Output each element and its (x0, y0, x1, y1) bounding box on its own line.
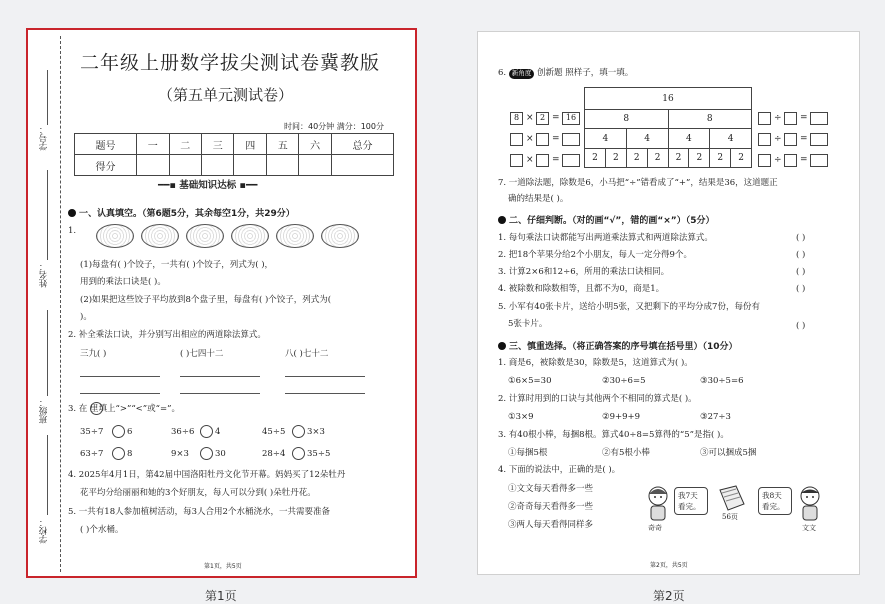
compare-left: 9×3 (171, 449, 189, 459)
bar-cell: 2 (710, 149, 731, 168)
compare-left: 35÷7 (80, 427, 104, 437)
book-icon (716, 484, 748, 512)
side-class-line (47, 310, 48, 396)
bar-row-16 (585, 88, 752, 110)
operator: = (552, 134, 560, 144)
answer-box (562, 154, 580, 167)
score-table (74, 133, 394, 176)
compare-right: 3×3 (307, 427, 325, 437)
q4-text-line2: 花平均分给丽丽和她的3个好朋友，每人可以分到( )朵牡丹花。 (80, 488, 316, 498)
section-banner (158, 180, 257, 191)
page-subtitle: （第五单元测试卷） (158, 86, 294, 104)
operator: = (552, 113, 560, 123)
bar-cell: 4 (585, 129, 627, 149)
choice-question: 3. 有40根小棒，每捆8根。算式40÷8=5算得的“5”是指( )。 (498, 430, 729, 440)
answer-box: 16 (562, 112, 580, 125)
bar-cell: 4 (710, 129, 752, 149)
choice-option: ②9+9+9 (602, 412, 641, 422)
choice-option: ②有5根小棒 (602, 448, 650, 458)
q4-text: 4. 2025年4月1日，第42届中国洛阳牡丹文化节开幕。妈妈买了12朵牡丹 (68, 470, 346, 480)
boy-reading-icon (794, 484, 826, 524)
choice-option: ①每捆5根 (508, 448, 548, 458)
dumpling-plate-icon (321, 224, 359, 248)
speech-bubble-left: 我7天看完。 (674, 487, 708, 515)
dumpling-plate-icon (96, 224, 134, 248)
compare-circle-icon (200, 425, 213, 438)
answer-line (180, 393, 260, 394)
q2-item: 三九( ) (80, 349, 107, 359)
score-cell (299, 155, 331, 176)
bar-cell: 4 (626, 129, 668, 149)
new-angle-tag: 新角度 (509, 69, 535, 79)
side-school-line (47, 435, 48, 515)
compare-right: 8 (127, 449, 133, 459)
bar-cell: 2 (689, 149, 710, 168)
bullet-icon (68, 209, 76, 217)
choice-option: ②奇奇每天看得多一些 (508, 502, 594, 512)
answer-line (80, 376, 160, 377)
compare-circle-icon (112, 425, 125, 438)
page-footer: 第2页，共5页 (650, 562, 688, 569)
banner-text: 基础知识达标 (179, 180, 237, 191)
bar-row-4 (585, 129, 752, 149)
bar-cell: 4 (668, 129, 710, 149)
answer-box (536, 154, 549, 167)
section-2-heading (498, 213, 714, 226)
operator: × (526, 113, 534, 123)
q1-part1: (1)每盘有( )个饺子，一共有( )个饺子，列式为( )， (80, 260, 274, 270)
q2-item: 八( )七十二 (285, 349, 329, 359)
section-1-heading-text: 一、认真填空。（第6题5分，其余每空1分，共29分） (79, 209, 295, 219)
score-cell: 题号 (75, 134, 137, 155)
bar-row-2 (585, 149, 752, 168)
section-3-heading-text: 三、慎重选择。（将正确答案的序号填在括号里）（10分） (509, 342, 738, 352)
answer-line (80, 393, 160, 394)
q1-part2: (2)如果把这些饺子平均放到8个盘子里，每盘有( )个饺子，列式为( (80, 295, 332, 305)
choice-option: ③27÷3 (700, 412, 731, 422)
operator: = (800, 113, 808, 123)
judge-paren: ( ) (796, 250, 806, 260)
compare-left: 45÷5 (262, 427, 286, 437)
page-title: 二年级上册数学拔尖测试卷冀教版 (80, 52, 381, 74)
compare-left: 36÷6 (171, 427, 195, 437)
compare-left: 28÷4 (262, 449, 286, 459)
choice-option: ①文文每天看得多一些 (508, 484, 594, 494)
girl-reading-icon (642, 484, 674, 524)
q1-number: 1. (68, 226, 77, 236)
q5-text: 5. 一共有18人参加植树活动，每3人合用2个水桶浇水，一共需要准备 (68, 507, 330, 517)
q6-text: 6. 新角度 创新题 照样子，填一填。 (498, 68, 634, 78)
choice-question: 4. 下面的说法中，正确的是( )。 (498, 465, 621, 475)
operator: ÷ (774, 155, 782, 165)
score-cell: 四 (234, 134, 266, 155)
answer-box (758, 133, 771, 146)
page-footer: 第1页，共5页 (204, 563, 242, 570)
dumpling-plate-icon (231, 224, 269, 248)
bar-cell: 2 (585, 149, 606, 168)
choice-option: ②30÷6=5 (602, 376, 646, 386)
side-name-label: 姓名： (39, 262, 49, 288)
q3-text: 3. 在 里填上“>”“<”或“=”。 (68, 404, 180, 414)
page-2-label[interactable]: 第2页 (653, 589, 685, 603)
judge-paren: ( ) (796, 233, 806, 243)
bullet-icon (498, 216, 506, 224)
section-1-heading (68, 206, 295, 219)
compare-right: 35÷5 (307, 449, 331, 459)
score-cell (169, 155, 201, 176)
answer-box: 2 (536, 112, 549, 125)
bar-row-8 (585, 110, 752, 129)
q7-text: 7. 一道除法题，除数是6，小马把“÷”错看成了“+”，结果是36，这道题正 (498, 178, 778, 188)
choice-question: 1. 商是6，被除数是30，除数是5，这道算式为( )。 (498, 358, 693, 368)
side-school-label: 学校： (39, 518, 49, 544)
section-3-heading (498, 339, 738, 352)
operator: × (526, 155, 534, 165)
kid-name-left: 奇奇 (648, 524, 662, 532)
page-1-label[interactable]: 第1页 (205, 589, 237, 603)
judge-item: 5. 小军有40张卡片，送给小明5张，又把剩下的平均分成7份，每份有 (498, 302, 760, 312)
q1-part1-line2: 用到的乘法口诀是( )。 (80, 277, 166, 287)
compare-circle-icon (90, 402, 103, 415)
side-name-line (47, 170, 48, 260)
q2-text: 2. 补全乘法口诀，并分别写出相应的两道除法算式。 (68, 330, 266, 340)
score-table-header-row (75, 134, 394, 155)
compare-circle-icon (292, 425, 305, 438)
answer-line (285, 376, 365, 377)
dumpling-plate-icon (276, 224, 314, 248)
judge-item: 4. 被除数和除数相等，且都不为0，商是1。 (498, 284, 665, 294)
banner-deco-right: ▪━━ (236, 180, 258, 191)
segment-bar-diagram (584, 87, 752, 168)
score-cell (137, 155, 169, 176)
choice-option: ③可以捆成5捆 (700, 448, 757, 458)
answer-box (758, 154, 771, 167)
choice-option: ③两人每天看得同样多 (508, 520, 594, 530)
judge-item: 2. 把18个苹果分给2个小朋友，每人一定分得9个。 (498, 250, 692, 260)
page-1-thumbnail[interactable] (26, 28, 417, 578)
bar-cell: 8 (668, 110, 752, 129)
judge-item: 3. 计算2×6和12÷6，所用的乘法口诀相同。 (498, 267, 670, 277)
bar-cell: 2 (668, 149, 689, 168)
score-cell: 六 (299, 134, 331, 155)
answer-box (784, 133, 797, 146)
choice-option: ①3×9 (508, 412, 534, 422)
side-class-label: 班级： (39, 398, 49, 424)
answer-box (810, 112, 828, 125)
side-id-line (47, 70, 48, 125)
compare-right: 30 (215, 449, 226, 459)
q2-item: ( )七四十二 (180, 349, 224, 359)
score-cell: 二 (169, 134, 201, 155)
score-cell: 五 (266, 134, 298, 155)
answer-box (562, 133, 580, 146)
operator: ÷ (774, 113, 782, 123)
operator: = (800, 134, 808, 144)
score-cell: 得分 (75, 155, 137, 176)
bar-cell: 16 (585, 88, 752, 110)
operator: = (800, 155, 808, 165)
judge-item-line2: 5张卡片。 (508, 319, 548, 329)
page-2-thumbnail[interactable] (477, 31, 860, 575)
answer-box (510, 133, 523, 146)
speech-bubble-right: 我8天看完。 (758, 487, 792, 515)
bar-cell: 8 (585, 110, 669, 129)
score-table-score-row (75, 155, 394, 176)
compare-circle-icon (200, 447, 213, 460)
operator: ÷ (774, 134, 782, 144)
score-cell (201, 155, 233, 176)
judge-paren: ( ) (796, 267, 806, 277)
score-cell (266, 155, 298, 176)
judge-paren: ( ) (796, 321, 806, 331)
score-cell (234, 155, 266, 176)
answer-line (285, 393, 365, 394)
answer-box (810, 133, 828, 146)
score-cell: 一 (137, 134, 169, 155)
side-id-label: 学号： (39, 125, 49, 151)
bar-cell: 2 (731, 149, 752, 168)
bar-cell: 2 (605, 149, 626, 168)
score-cell: 三 (201, 134, 233, 155)
answer-box (784, 112, 797, 125)
compare-left: 63÷7 (80, 449, 104, 459)
time-score-info: 时间：40分钟 满分：100分 (284, 122, 384, 131)
dumpling-plate-icon (141, 224, 179, 248)
bar-cell: 2 (647, 149, 668, 168)
choice-question: 2. 计算时用到的口诀与其他两个不相同的算式是( )。 (498, 394, 697, 404)
choice-option: ①6×5=30 (508, 376, 552, 386)
answer-box (784, 154, 797, 167)
kid-name-right: 文文 (802, 524, 816, 532)
compare-circle-icon (112, 447, 125, 460)
bullet-icon (498, 342, 506, 350)
answer-line (180, 376, 260, 377)
judge-paren: ( ) (796, 284, 806, 294)
judge-item: 1. 每句乘法口诀都能写出两道乘法算式和两道除法算式。 (498, 233, 713, 243)
score-cell (331, 155, 393, 176)
banner-deco-left: ━━▪ (158, 180, 180, 191)
answer-box (536, 133, 549, 146)
compare-right: 6 (127, 427, 133, 437)
answer-box (510, 154, 523, 167)
operator: × (526, 134, 534, 144)
q5-text-line2: ( )个水桶。 (80, 525, 124, 535)
section-2-heading-text: 二、仔细判断。（对的画“√”，错的画“×”）（5分） (509, 216, 715, 226)
q1-part2-line2: )。 (80, 312, 92, 322)
q7-text-line2: 确的结果是( )。 (508, 194, 569, 204)
q6-instruction: 创新题 照样子，填一填。 (537, 68, 634, 78)
operator: = (552, 155, 560, 165)
choice-option: ③30÷5=6 (700, 376, 744, 386)
answer-box (758, 112, 771, 125)
compare-circle-icon (292, 447, 305, 460)
score-cell: 总分 (331, 134, 393, 155)
binding-dash-line (60, 36, 61, 572)
book-pages: 56页 (722, 513, 738, 521)
compare-right: 4 (215, 427, 221, 437)
answer-box (810, 154, 828, 167)
answer-box: 8 (510, 112, 523, 125)
bar-cell: 2 (626, 149, 647, 168)
dumpling-plate-icon (186, 224, 224, 248)
